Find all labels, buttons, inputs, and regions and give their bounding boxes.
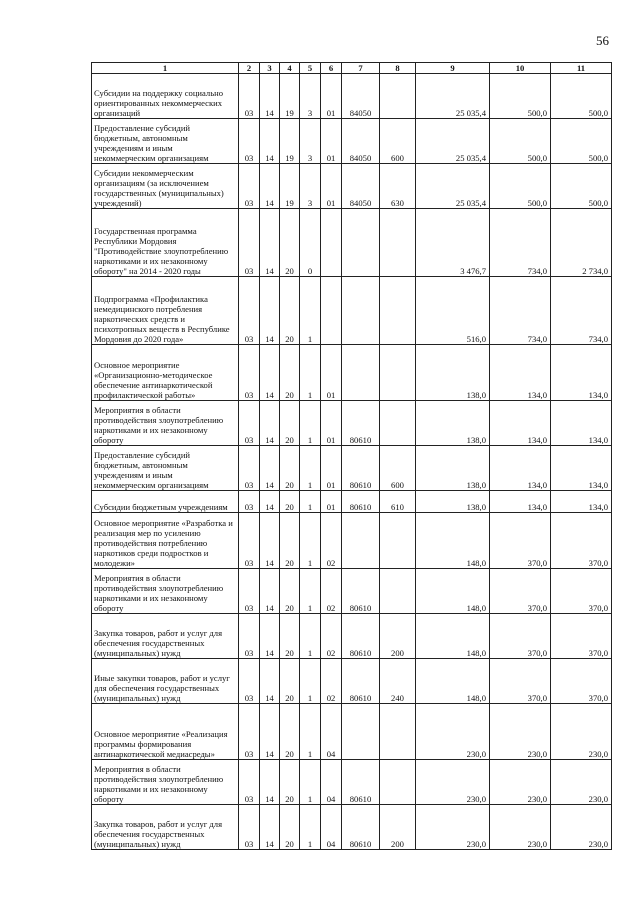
subprogram-code: 1 xyxy=(300,569,321,614)
subsection-code: 14 xyxy=(260,74,280,119)
subprogram-code: 1 xyxy=(300,614,321,659)
budget-table xyxy=(91,62,612,850)
column-header: 4 xyxy=(280,63,300,74)
subprogram-code: 1 xyxy=(300,659,321,704)
amount-col-10: 230,0 xyxy=(490,805,551,850)
column-header: 1 xyxy=(92,63,239,74)
row-name: Закупка товаров, работ и услуг для обеспечения государственных (муниципальных) нужд xyxy=(92,805,239,850)
program-code: 20 xyxy=(280,614,300,659)
amount-col-9: 138,0 xyxy=(416,401,490,446)
row-name: Субсидии некоммерческим организациям (за исключением государственных (муниципальных) учреждений) xyxy=(92,164,239,209)
section-code: 03 xyxy=(239,659,260,704)
expense-type-code xyxy=(380,209,416,277)
subsection-code: 14 xyxy=(260,209,280,277)
row-name: Основное мероприятие «Разработка и реализация мер по усилению противодействия потреблению наркотиков среди подростков и молодежи» xyxy=(92,513,239,569)
section-code: 03 xyxy=(239,277,260,345)
direction-code: 80610 xyxy=(342,805,380,850)
amount-col-10: 230,0 xyxy=(490,704,551,760)
amount-col-11: 500,0 xyxy=(551,119,612,164)
amount-col-10: 134,0 xyxy=(490,491,551,513)
amount-col-9: 148,0 xyxy=(416,569,490,614)
amount-col-9: 25 035,4 xyxy=(416,74,490,119)
subsection-code: 14 xyxy=(260,277,280,345)
row-name: Подпрограмма «Профилактика немедицинского потребления наркотических средств и психотропных веществ в Республике Мордовия до 2020 года» xyxy=(92,277,239,345)
amount-col-10: 370,0 xyxy=(490,513,551,569)
column-header: 9 xyxy=(416,63,490,74)
row-name: Основное мероприятие «Реализация программы формирования антинаркотической медиасреды» xyxy=(92,704,239,760)
amount-col-10: 134,0 xyxy=(490,401,551,446)
program-code: 20 xyxy=(280,805,300,850)
section-code: 03 xyxy=(239,119,260,164)
table-row xyxy=(92,491,612,513)
subsection-code: 14 xyxy=(260,345,280,401)
expense-type-code: 600 xyxy=(380,446,416,491)
event-code: 02 xyxy=(321,513,342,569)
program-code: 20 xyxy=(280,704,300,760)
section-code: 03 xyxy=(239,704,260,760)
expense-type-code xyxy=(380,760,416,805)
amount-col-11: 2 734,0 xyxy=(551,209,612,277)
section-code: 03 xyxy=(239,760,260,805)
amount-col-11: 370,0 xyxy=(551,614,612,659)
subsection-code: 14 xyxy=(260,164,280,209)
subprogram-code: 1 xyxy=(300,345,321,401)
subprogram-code: 1 xyxy=(300,704,321,760)
expense-type-code xyxy=(380,277,416,345)
expense-type-code: 200 xyxy=(380,614,416,659)
subsection-code: 14 xyxy=(260,401,280,446)
section-code: 03 xyxy=(239,491,260,513)
table-row xyxy=(92,614,612,659)
row-name: Предоставление субсидий бюджетным, автономным учреждениям и иным некоммерческим организациям xyxy=(92,119,239,164)
amount-col-11: 370,0 xyxy=(551,569,612,614)
event-code: 01 xyxy=(321,74,342,119)
subsection-code: 14 xyxy=(260,569,280,614)
program-code: 20 xyxy=(280,569,300,614)
direction-code xyxy=(342,345,380,401)
program-code: 19 xyxy=(280,74,300,119)
amount-col-10: 370,0 xyxy=(490,569,551,614)
subprogram-code: 1 xyxy=(300,760,321,805)
table-row xyxy=(92,164,612,209)
program-code: 20 xyxy=(280,446,300,491)
section-code: 03 xyxy=(239,446,260,491)
event-code: 01 xyxy=(321,491,342,513)
table-row xyxy=(92,805,612,850)
row-name: Мероприятия в области противодействия злоупотреблению наркотиками и их незаконному обороту xyxy=(92,569,239,614)
section-code: 03 xyxy=(239,614,260,659)
table-row xyxy=(92,401,612,446)
event-code xyxy=(321,209,342,277)
section-code: 03 xyxy=(239,209,260,277)
amount-col-9: 3 476,7 xyxy=(416,209,490,277)
expense-type-code: 630 xyxy=(380,164,416,209)
subsection-code: 14 xyxy=(260,805,280,850)
section-code: 03 xyxy=(239,805,260,850)
amount-col-10: 370,0 xyxy=(490,659,551,704)
subprogram-code: 1 xyxy=(300,277,321,345)
amount-col-11: 370,0 xyxy=(551,659,612,704)
table-row xyxy=(92,704,612,760)
direction-code xyxy=(342,704,380,760)
row-name: Закупка товаров, работ и услуг для обеспечения государственных (муниципальных) нужд xyxy=(92,614,239,659)
amount-col-9: 148,0 xyxy=(416,614,490,659)
direction-code: 84050 xyxy=(342,119,380,164)
row-name: Мероприятия в области противодействия злоупотреблению наркотиками и их незаконному обороту xyxy=(92,760,239,805)
subsection-code: 14 xyxy=(260,491,280,513)
program-code: 20 xyxy=(280,401,300,446)
direction-code xyxy=(342,209,380,277)
row-name: Государственная программа Республики Мордовия "Противодействие злоупотреблению наркотиками и их незаконному обороту" на 2014 - 2020 годы xyxy=(92,209,239,277)
amount-col-10: 230,0 xyxy=(490,760,551,805)
amount-col-11: 134,0 xyxy=(551,491,612,513)
amount-col-10: 134,0 xyxy=(490,345,551,401)
subprogram-code: 3 xyxy=(300,119,321,164)
subsection-code: 14 xyxy=(260,760,280,805)
column-header: 7 xyxy=(342,63,380,74)
row-name: Основное мероприятие «Организационно-методическое обеспечение антинаркотической профилактической работы» xyxy=(92,345,239,401)
amount-col-11: 734,0 xyxy=(551,277,612,345)
subsection-code: 14 xyxy=(260,704,280,760)
row-name: Субсидии на поддержку социально ориентированных некоммерческих организаций xyxy=(92,74,239,119)
table-row xyxy=(92,119,612,164)
expense-type-code: 200 xyxy=(380,805,416,850)
table-row xyxy=(92,513,612,569)
amount-col-11: 134,0 xyxy=(551,401,612,446)
direction-code: 80610 xyxy=(342,614,380,659)
amount-col-11: 230,0 xyxy=(551,805,612,850)
expense-type-code xyxy=(380,569,416,614)
direction-code: 80610 xyxy=(342,760,380,805)
amount-col-10: 500,0 xyxy=(490,164,551,209)
expense-type-code xyxy=(380,74,416,119)
amount-col-9: 230,0 xyxy=(416,704,490,760)
program-code: 20 xyxy=(280,277,300,345)
amount-col-10: 134,0 xyxy=(490,446,551,491)
table-row xyxy=(92,446,612,491)
table-row xyxy=(92,760,612,805)
table-row xyxy=(92,74,612,119)
amount-col-11: 500,0 xyxy=(551,74,612,119)
direction-code: 80610 xyxy=(342,569,380,614)
program-code: 20 xyxy=(280,345,300,401)
column-header: 5 xyxy=(300,63,321,74)
expense-type-code xyxy=(380,513,416,569)
header-row xyxy=(92,63,612,74)
subsection-code: 14 xyxy=(260,513,280,569)
amount-col-9: 516,0 xyxy=(416,277,490,345)
event-code: 02 xyxy=(321,569,342,614)
subprogram-code: 1 xyxy=(300,446,321,491)
program-code: 19 xyxy=(280,164,300,209)
table-row xyxy=(92,659,612,704)
amount-col-10: 500,0 xyxy=(490,119,551,164)
row-name: Мероприятия в области противодействия злоупотреблению наркотиками и их незаконному обороту xyxy=(92,401,239,446)
direction-code: 84050 xyxy=(342,74,380,119)
event-code: 01 xyxy=(321,401,342,446)
section-code: 03 xyxy=(239,569,260,614)
event-code: 04 xyxy=(321,760,342,805)
column-header: 6 xyxy=(321,63,342,74)
subprogram-code: 3 xyxy=(300,74,321,119)
table-row xyxy=(92,345,612,401)
section-code: 03 xyxy=(239,164,260,209)
expense-type-code: 240 xyxy=(380,659,416,704)
direction-code xyxy=(342,513,380,569)
column-header: 11 xyxy=(551,63,612,74)
subprogram-code: 0 xyxy=(300,209,321,277)
amount-col-11: 134,0 xyxy=(551,446,612,491)
section-code: 03 xyxy=(239,401,260,446)
amount-col-9: 148,0 xyxy=(416,513,490,569)
row-name: Иные закупки товаров, работ и услуг для обеспечения государственных (муниципальных) нужд xyxy=(92,659,239,704)
subprogram-code: 1 xyxy=(300,513,321,569)
table-row xyxy=(92,277,612,345)
amount-col-11: 230,0 xyxy=(551,704,612,760)
program-code: 19 xyxy=(280,119,300,164)
page-number: 56 xyxy=(596,33,609,48)
amount-col-11: 500,0 xyxy=(551,164,612,209)
subsection-code: 14 xyxy=(260,659,280,704)
amount-col-9: 25 035,4 xyxy=(416,164,490,209)
column-header: 3 xyxy=(260,63,280,74)
event-code xyxy=(321,277,342,345)
amount-col-9: 138,0 xyxy=(416,345,490,401)
event-code: 02 xyxy=(321,659,342,704)
event-code: 04 xyxy=(321,805,342,850)
direction-code: 80610 xyxy=(342,401,380,446)
amount-col-9: 25 035,4 xyxy=(416,119,490,164)
subsection-code: 14 xyxy=(260,119,280,164)
program-code: 20 xyxy=(280,491,300,513)
amount-col-11: 370,0 xyxy=(551,513,612,569)
event-code: 01 xyxy=(321,119,342,164)
direction-code xyxy=(342,277,380,345)
event-code: 02 xyxy=(321,614,342,659)
column-header: 2 xyxy=(239,63,260,74)
section-code: 03 xyxy=(239,513,260,569)
amount-col-9: 138,0 xyxy=(416,491,490,513)
row-name: Субсидии бюджетным учреждениям xyxy=(92,491,239,513)
subprogram-code: 3 xyxy=(300,164,321,209)
table-row xyxy=(92,569,612,614)
event-code: 01 xyxy=(321,164,342,209)
subsection-code: 14 xyxy=(260,446,280,491)
program-code: 20 xyxy=(280,659,300,704)
column-header: 8 xyxy=(380,63,416,74)
direction-code: 80610 xyxy=(342,659,380,704)
expense-type-code: 600 xyxy=(380,119,416,164)
direction-code: 84050 xyxy=(342,164,380,209)
direction-code: 80610 xyxy=(342,446,380,491)
expense-type-code xyxy=(380,401,416,446)
amount-col-10: 500,0 xyxy=(490,74,551,119)
subsection-code: 14 xyxy=(260,614,280,659)
column-header: 10 xyxy=(490,63,551,74)
section-code: 03 xyxy=(239,345,260,401)
row-name: Предоставление субсидий бюджетным, автономным учреждениям и иным некоммерческим организациям xyxy=(92,446,239,491)
expense-type-code: 610 xyxy=(380,491,416,513)
amount-col-10: 734,0 xyxy=(490,209,551,277)
program-code: 20 xyxy=(280,209,300,277)
table-row xyxy=(92,209,612,277)
direction-code: 80610 xyxy=(342,491,380,513)
amount-col-9: 148,0 xyxy=(416,659,490,704)
subprogram-code: 1 xyxy=(300,401,321,446)
amount-col-10: 370,0 xyxy=(490,614,551,659)
event-code: 01 xyxy=(321,345,342,401)
subprogram-code: 1 xyxy=(300,805,321,850)
section-code: 03 xyxy=(239,74,260,119)
amount-col-9: 230,0 xyxy=(416,805,490,850)
event-code: 01 xyxy=(321,446,342,491)
amount-col-9: 138,0 xyxy=(416,446,490,491)
program-code: 20 xyxy=(280,760,300,805)
amount-col-11: 230,0 xyxy=(551,760,612,805)
event-code: 04 xyxy=(321,704,342,760)
subprogram-code: 1 xyxy=(300,491,321,513)
expense-type-code xyxy=(380,345,416,401)
program-code: 20 xyxy=(280,513,300,569)
amount-col-9: 230,0 xyxy=(416,760,490,805)
amount-col-10: 734,0 xyxy=(490,277,551,345)
expense-type-code xyxy=(380,704,416,760)
amount-col-11: 134,0 xyxy=(551,345,612,401)
